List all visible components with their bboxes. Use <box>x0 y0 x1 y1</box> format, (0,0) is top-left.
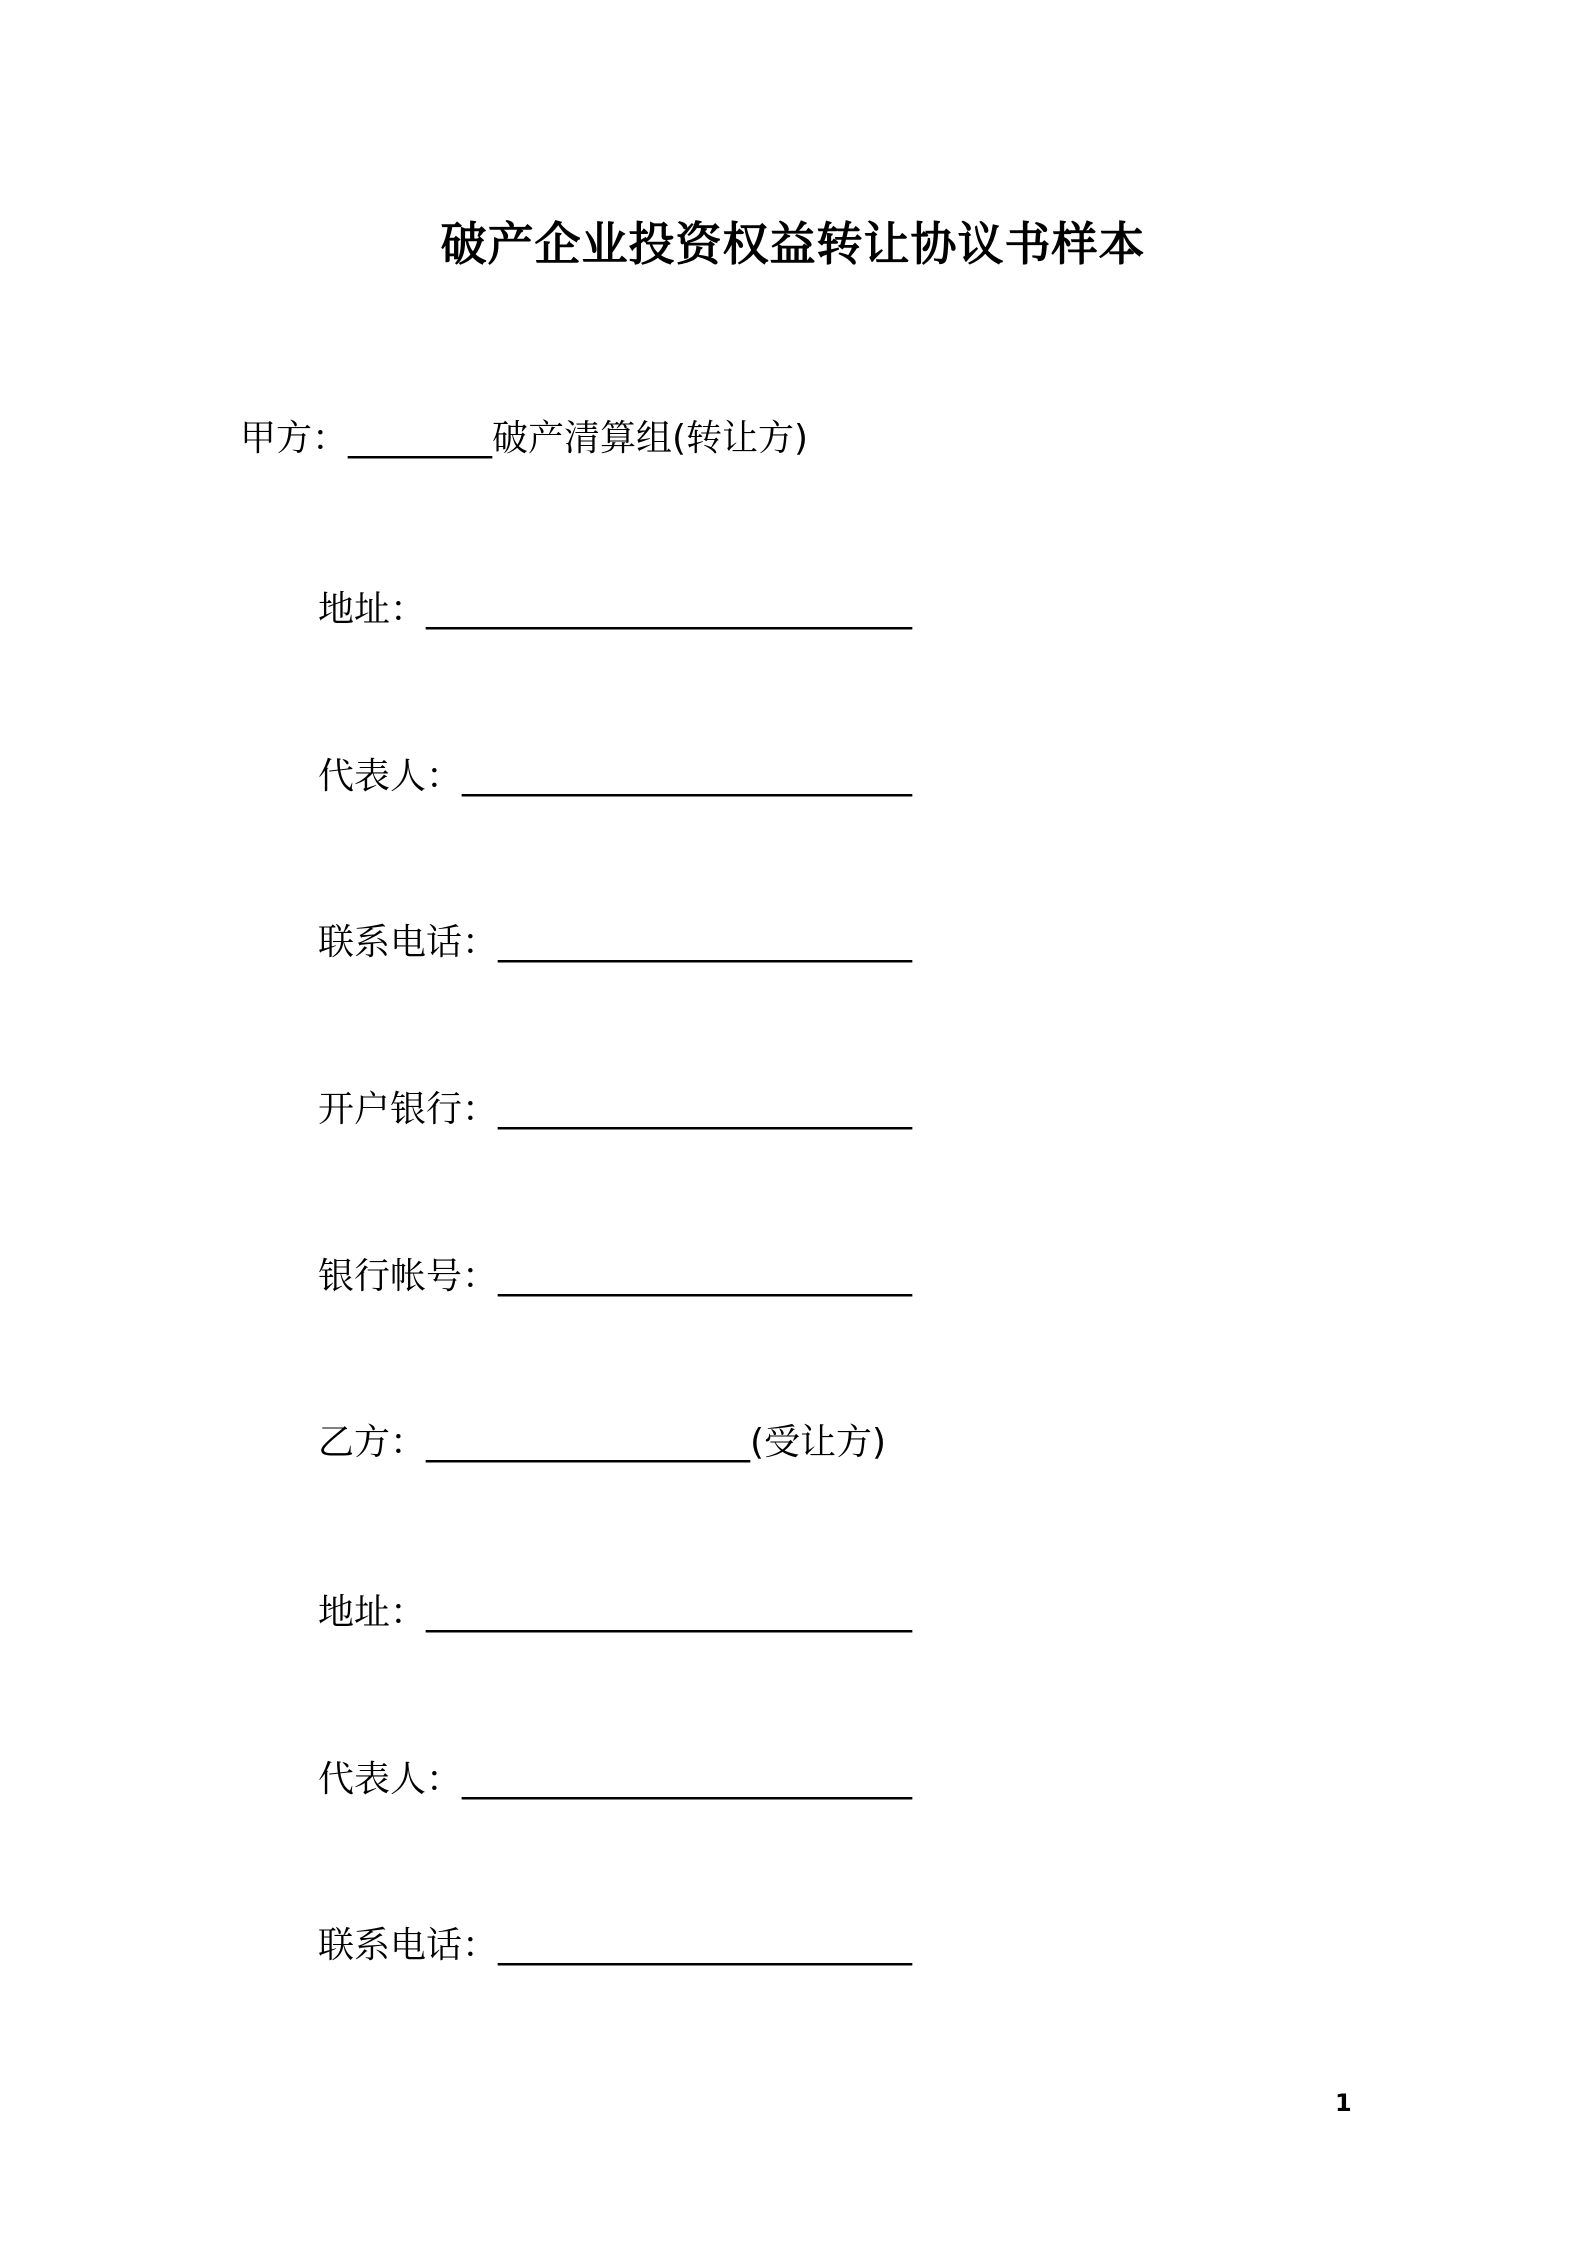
party-b-line <box>318 1418 886 1468</box>
party-a-representative-blank: _________________________ <box>462 756 913 797</box>
party-a-representative-line <box>318 752 912 802</box>
party-a-address-line <box>318 585 912 635</box>
party-a-phone-blank: _______________________ <box>498 922 913 963</box>
party-a-phone-label: 联系电话： <box>318 922 499 963</box>
party-a-suffix: 破产清算组(转让方) <box>492 418 809 459</box>
party-a-bank-line <box>318 1085 912 1135</box>
party-b-label: 乙方： <box>318 1422 427 1463</box>
party-a-phone-line <box>318 918 912 968</box>
party-b-phone-label: 联系电话： <box>318 1925 499 1966</box>
party-b-address-label: 地址： <box>318 1592 427 1633</box>
party-b-address-line <box>318 1588 912 1638</box>
party-b-suffix: (受让方) <box>750 1422 887 1463</box>
party-b-representative-blank: _________________________ <box>462 1759 913 1800</box>
party-a-blank: ________ <box>348 418 493 459</box>
party-a-bank-label: 开户银行： <box>318 1089 499 1130</box>
party-a-label: 甲方： <box>240 418 349 459</box>
party-a-account-blank: _______________________ <box>498 1256 913 1297</box>
party-b-address-blank: ___________________________ <box>426 1592 913 1633</box>
party-a-account-label: 银行帐号： <box>318 1256 499 1297</box>
party-a-account-line <box>318 1252 912 1302</box>
party-b-representative-label: 代表人： <box>318 1759 463 1800</box>
party-a-address-label: 地址： <box>318 589 427 630</box>
document-title: 破产企业投资权益转让协议书样本 <box>440 217 1146 271</box>
party-b-representative-line <box>318 1755 912 1805</box>
party-b-blank: __________________ <box>426 1422 751 1463</box>
party-a-representative-label: 代表人： <box>318 756 463 797</box>
party-b-phone-line <box>318 1921 912 1971</box>
page-number: 1 <box>1335 2089 1352 2117</box>
party-a-address-blank: ___________________________ <box>426 589 913 630</box>
party-a-line <box>240 414 808 464</box>
party-b-phone-blank: _______________________ <box>498 1925 913 1966</box>
party-a-bank-blank: _______________________ <box>498 1089 913 1130</box>
